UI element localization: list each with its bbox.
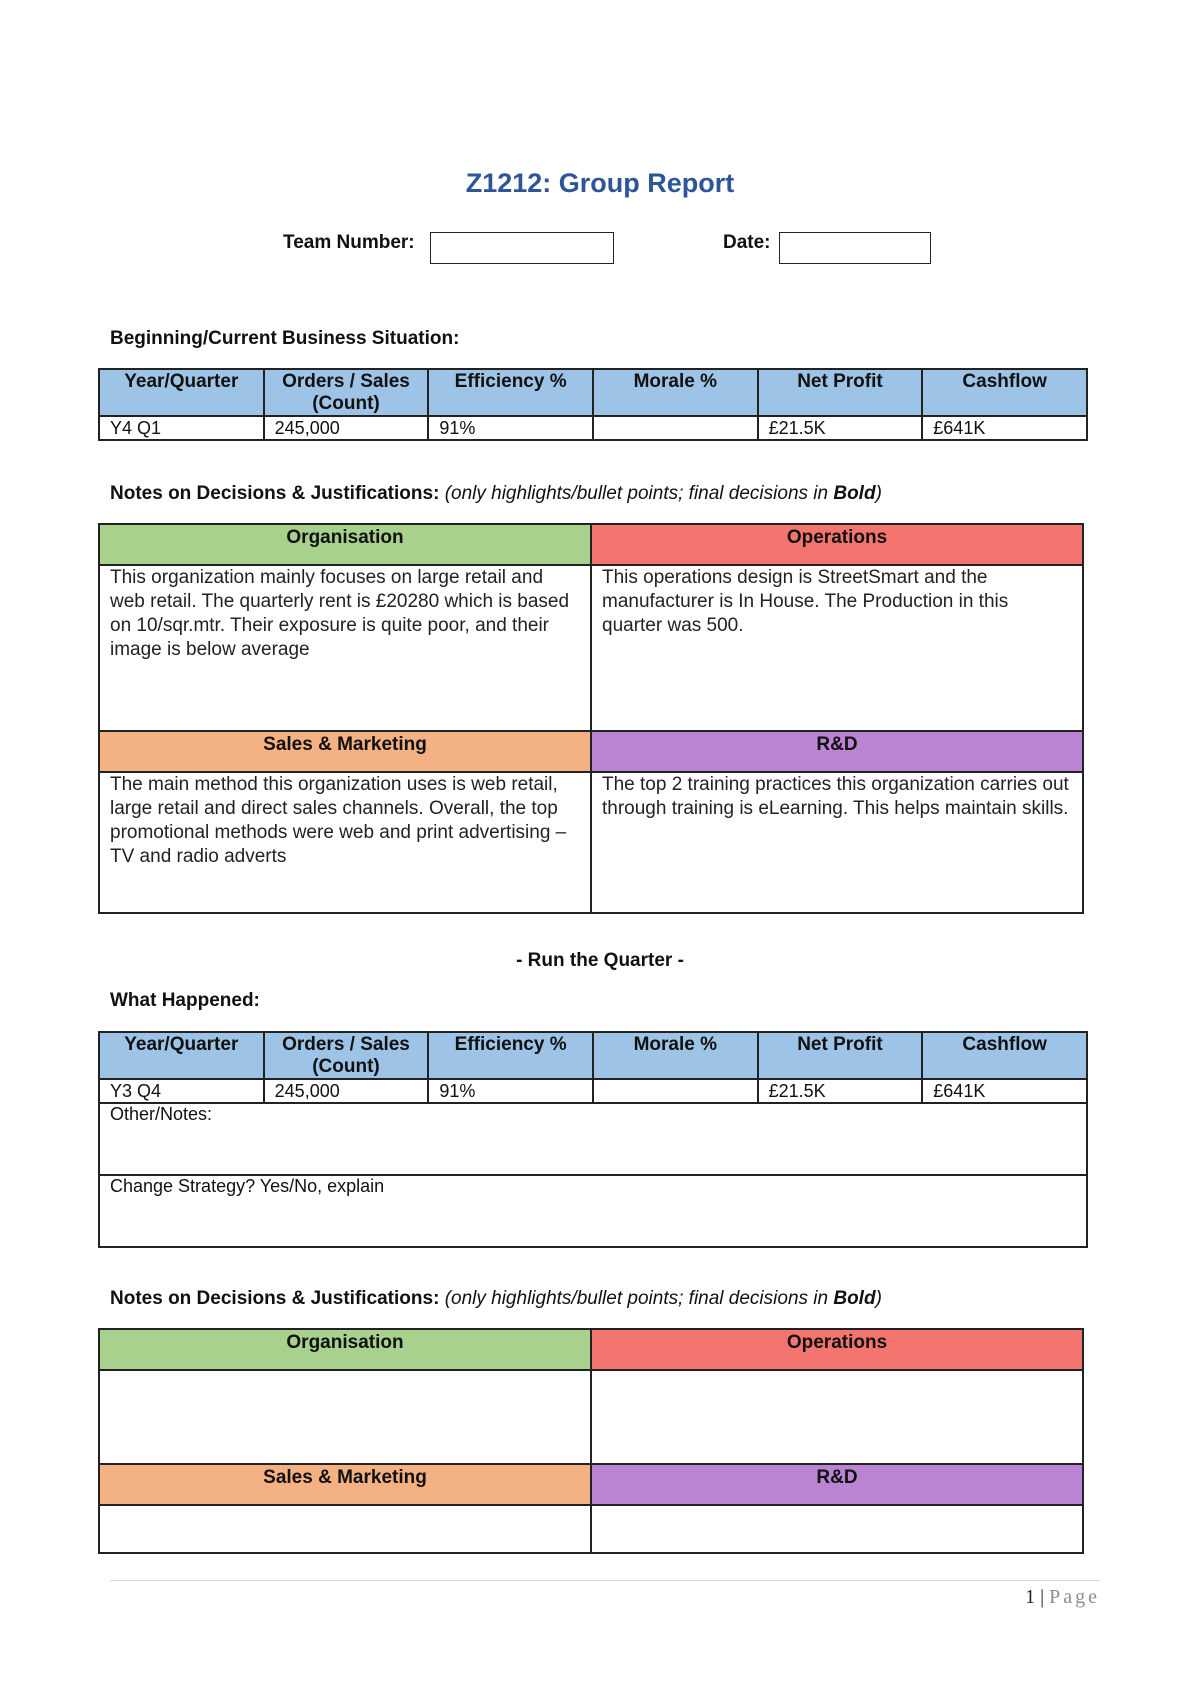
- table-cell[interactable]: [593, 1079, 758, 1103]
- column-header: Net Profit: [758, 369, 923, 416]
- section-heading-current-situation: Beginning/Current Business Situation:: [110, 328, 460, 349]
- column-header: Morale %: [593, 1032, 758, 1079]
- table-row: [99, 416, 1087, 440]
- column-header: Morale %: [593, 369, 758, 416]
- table-cell[interactable]: 245,000: [264, 1079, 429, 1103]
- sales-marketing-notes[interactable]: [99, 1505, 591, 1553]
- table-cell[interactable]: Y3 Q4: [99, 1079, 264, 1103]
- notes-heading-label: Notes on Decisions & Justifications:: [110, 1288, 440, 1309]
- notes-heading: [110, 1288, 882, 1310]
- column-header: Year/Quarter: [99, 369, 264, 416]
- rd-header: R&D: [591, 731, 1083, 772]
- other-notes-field[interactable]: Other/Notes:: [99, 1103, 1087, 1175]
- operations-header: Operations: [591, 524, 1083, 565]
- page-footer: [1025, 1586, 1100, 1609]
- footer-separator: |: [1040, 1586, 1045, 1608]
- table-header-row: [99, 369, 1087, 416]
- column-header: Efficiency %: [428, 1032, 593, 1079]
- section-heading-what-happened: What Happened:: [110, 990, 260, 1011]
- column-header: Net Profit: [758, 1032, 923, 1079]
- notes-hint: (only highlights/bullet points; final decisions in Bold): [444, 483, 882, 504]
- table-row: [99, 1079, 1087, 1103]
- rd-notes[interactable]: The top 2 training practices this organization carries out through training is eLearning. This helps maintain skills.: [591, 772, 1083, 913]
- table-cell[interactable]: £641K: [922, 1079, 1087, 1103]
- notes-heading-label: Notes on Decisions & Justifications:: [110, 483, 440, 504]
- column-header: Cashflow: [922, 369, 1087, 416]
- table-cell[interactable]: 245,000: [264, 416, 429, 440]
- change-strategy-field[interactable]: Change Strategy? Yes/No, explain: [99, 1175, 1087, 1247]
- column-header: Orders / Sales (Count): [264, 369, 429, 416]
- operations-notes[interactable]: This operations design is StreetSmart and the manufacturer is In House. The Production in this quarter was 500.: [591, 565, 1083, 731]
- page-title: Z1212: Group Report: [465, 168, 735, 198]
- date-label: Date:: [723, 232, 771, 253]
- what-happened-table: [98, 1031, 1088, 1248]
- table-cell[interactable]: Y4 Q1: [99, 416, 264, 440]
- page-label: Page: [1049, 1586, 1100, 1608]
- rd-notes[interactable]: [591, 1505, 1083, 1553]
- table-cell[interactable]: 91%: [428, 1079, 593, 1103]
- decisions-table: [98, 523, 1084, 914]
- current-situation-table: [98, 368, 1088, 441]
- sales-marketing-header: Sales & Marketing: [99, 1464, 591, 1505]
- footer-divider: [110, 1580, 1100, 1581]
- column-header: Year/Quarter: [99, 1032, 264, 1079]
- page-number: 1: [1025, 1586, 1036, 1608]
- column-header: Efficiency %: [428, 369, 593, 416]
- organisation-notes[interactable]: This organization mainly focuses on large retail and web retail. The quarterly rent is £20280 which is based on 10/sqr.mtr. Their exposure is quite poor, and their image is below average: [99, 565, 591, 731]
- table-cell[interactable]: 91%: [428, 416, 593, 440]
- table-cell[interactable]: £21.5K: [758, 416, 923, 440]
- notes-heading: [110, 483, 882, 505]
- organisation-header: Organisation: [99, 1329, 591, 1370]
- operations-header: Operations: [591, 1329, 1083, 1370]
- organisation-header: Organisation: [99, 524, 591, 565]
- table-cell[interactable]: [593, 416, 758, 440]
- notes-hint: (only highlights/bullet points; final decisions in Bold): [444, 1288, 882, 1309]
- run-quarter-divider: - Run the Quarter -: [516, 950, 684, 971]
- organisation-notes[interactable]: [99, 1370, 591, 1464]
- table-cell[interactable]: £641K: [922, 416, 1087, 440]
- rd-header: R&D: [591, 1464, 1083, 1505]
- column-header: Cashflow: [922, 1032, 1087, 1079]
- decisions-table: [98, 1328, 1084, 1554]
- column-header: Orders / Sales (Count): [264, 1032, 429, 1079]
- team-number-label: Team Number:: [283, 232, 415, 253]
- operations-notes[interactable]: [591, 1370, 1083, 1464]
- sales-marketing-header: Sales & Marketing: [99, 731, 591, 772]
- team-number-field[interactable]: [430, 232, 614, 264]
- table-header-row: [99, 1032, 1087, 1079]
- table-cell[interactable]: £21.5K: [758, 1079, 923, 1103]
- date-field[interactable]: [779, 232, 931, 264]
- sales-marketing-notes[interactable]: The main method this organization uses is web retail, large retail and direct sales channels. Overall, the top promotional methods were web and print advertising – TV and radio adverts: [99, 772, 591, 913]
